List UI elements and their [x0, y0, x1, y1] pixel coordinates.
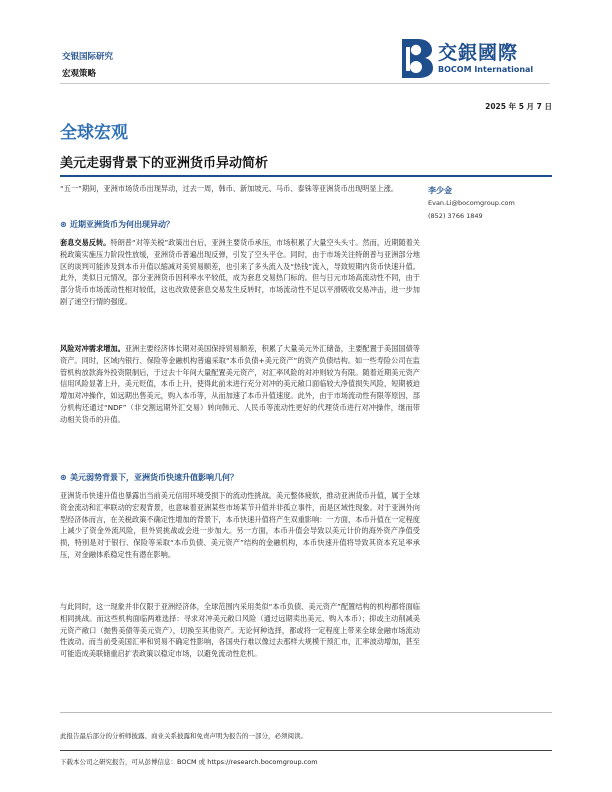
title-divider — [60, 175, 552, 177]
paragraph-4: 与此同时，这一现象并非仅限于亚洲经济体，全球范围内采用类似“本币负债、美元资产”配置结构的机构都将面临相同挑战。而这些机构面临两难选择：寻求对冲美元敞口风险（通过远期卖出美元、购入本币）；抑或主动削减美元资产敞口（抛售美债等美元资产），切换至其他资产。无论何种选择，都或将一定程度上带来全球金融市场流动性波动。而当前受美国汇率和贸易不确定性影响，各国央行难以像过去那样大规模干预汇市，汇率波动增加，甚至可能造成美联储重启扩表政策以稳定市场，以避免流动性危机。 — [60, 602, 420, 659]
author-email[interactable]: Evan.Li@bocomgroup.com — [428, 199, 515, 207]
section-heading-1 — [60, 219, 174, 230]
section-heading-2 — [60, 472, 238, 483]
section-heading-2-text: 美元弱势背景下，亚洲货币快速升值影响几何？ — [70, 473, 238, 482]
logo-chinese: 交銀國際 — [438, 42, 519, 64]
company-logo — [396, 37, 556, 81]
footer-divider-top — [60, 712, 552, 713]
paragraph-2-lead: 风险对冲需求增加。 — [60, 344, 125, 353]
author-phone: (852) 3766 1849 — [428, 212, 483, 220]
target-icon: ⊛ — [60, 473, 67, 482]
report-title: 美元走弱背景下的亚洲货币异动简析 — [60, 156, 269, 171]
section-heading-1-text: 近期亚洲货币为何出现异动？ — [70, 220, 174, 229]
paragraph-2-text: 亚洲主要经济体长期对美国保持贸易顺差，积累了大量美元外汇储备，主要配置于美国国债等资产。同时，区域内银行、保险等金融机构普遍采取“本币负债+美元资产”的资产负债结构。如一些寿险公司在监管机构放款海外投资限制后，于过去十年间大量配置美元资产，对汇率风险的对冲则较为有限。随着近期美元资产信用风险显著上升，美元贬值，本币上升，使得此前未进行充分对冲的美元敞口面临较大净值损失风险，短期被迫增加对冲操作，如远期出售美元，购入本币等，从而加速了本币升值速度。此外，由于市场流动性有限等原因，部分机构还通过“NDF”（非交割远期外汇交易）转向韩元、人民币等流动性更好的代理货币进行对冲操作，继而带动相关货币的升值。 — [60, 344, 420, 424]
author-name: 李少金 — [428, 186, 452, 195]
paragraph-1-lead: 套息交易反转。 — [60, 238, 111, 247]
footer-divider — [60, 750, 552, 751]
report-category: 宏观策略 — [62, 69, 97, 79]
footer-disclaimer: 此报告最后部分的分析师披露、商业关系披露和免责声明为报告的一部分，必须阅读。 — [60, 732, 307, 740]
paragraph-1 — [60, 237, 420, 308]
report-date: 2025 年 5 月 7 日 — [485, 102, 552, 111]
org-name: 交银国际研究 — [62, 52, 114, 62]
intro-paragraph: “五一”期间，亚洲市场货币出现异动，过去一周，韩币、新加坡元、马币、泰铢等亚洲货币出现明显上涨。 — [60, 184, 399, 193]
target-icon: ⊛ — [60, 220, 67, 229]
logo-english: BOCOM International — [438, 65, 534, 74]
paragraph-3: 亚洲货币快速升值也暴露出当前美元信用环境受损下的流动性挑战。美元整体疲软，推动亚洲货币升值，属于全球资金流动和汇率联动的宏观背景，也意味着亚洲某些市场某节升值并非孤立事件，而是区域性现象。对于亚洲外向型经济体而言，在关税政策不确定性增加的背景下，本币快速升值将产生双重影响：一方面，本币升值在一定程度上减少了资金外流风险，但外贸挑战或会进一步加大。另一方面，本币升值会导致以美元计价的海外资产净值受损，特别是对于银行、保险等采取“本币负债、美元资产”结构的金融机构，本币快速升值将导致其资本充足率承压，对金融体系稳定性有潜在影响。 — [60, 491, 420, 559]
paragraph-2 — [60, 343, 420, 426]
logo-mark-icon — [396, 37, 436, 79]
footer-download[interactable]: 下载本公司之研究报告，可从彭博信息：BOCM 或 https://research.bocomgroup.com — [60, 758, 318, 766]
section-title: 全球宏观 — [60, 123, 128, 143]
header-divider — [60, 83, 550, 84]
paragraph-1-text: 特朗普“对等关税”政策出台后，亚洲主要货币承压，市场积累了大量空头头寸。然而，近期随着关税政策实施压力阶段性放缓，亚洲货币普遍出现反弹，引发了空头平仓。同时，由于市场关注特朗普与亚洲部分地区的谈判可能涉及到本币升值以缩减对美贸易顺差，也引来了多头流入及“热钱”流入，导致短期内货币快速升值。此外，类似日元情况，部分亚洲货币因利率水平较低，成为套息交易热门标的。但与日元市场高流动性不同，由于部分货币市场流动性相对较低，这也改致使套息交易发生反转时，市场流动性不足以平滑吸收交易冲击，进一步加剧了递空行情的强度。 — [60, 238, 420, 306]
